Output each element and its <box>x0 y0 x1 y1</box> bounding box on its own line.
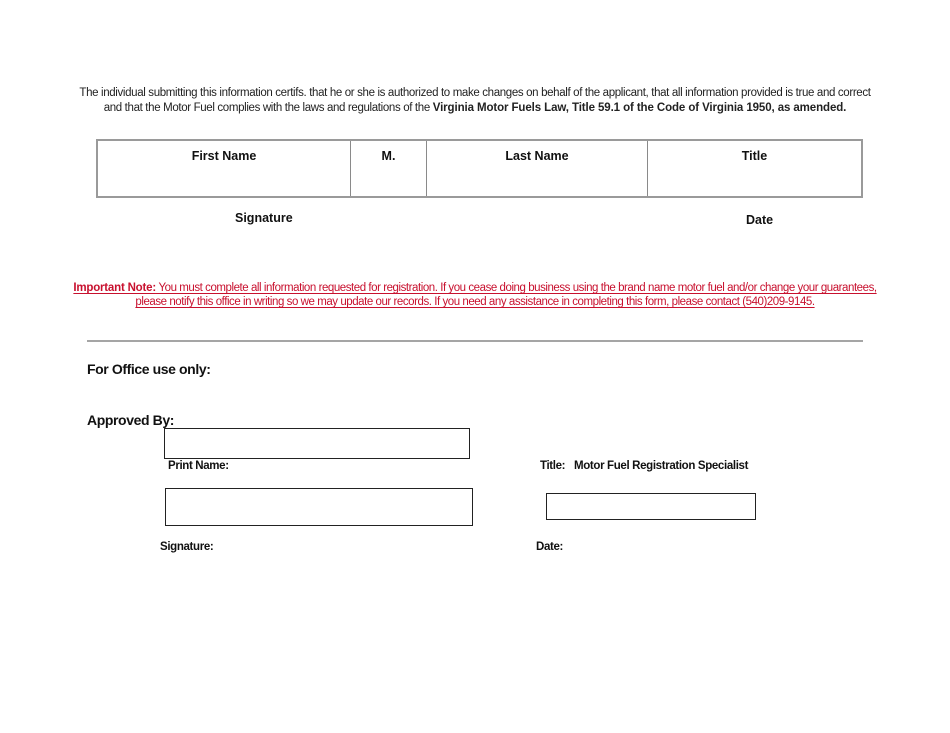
office-date-label: Date: <box>536 541 564 553</box>
certification-line-1: The individual submitting this information certifs. that he or she is authorized to make changes on behalf of the applicant, that all information provided is true and correct <box>79 87 871 99</box>
important-note <box>70 281 880 309</box>
certification-line-2-text: and that the Motor Fuel complies with the laws and regulations of the <box>103 102 433 114</box>
important-note-line-2 <box>70 295 880 309</box>
middle-initial-field[interactable] <box>351 141 427 196</box>
title-field[interactable] <box>648 141 861 196</box>
office-title-value: Motor Fuel Registration Specialist <box>574 460 749 472</box>
office-title-label: Title: <box>540 460 566 472</box>
office-use-heading: For Office use only: <box>87 361 211 377</box>
print-name-label: Print Name: <box>168 460 229 472</box>
section-divider <box>87 340 863 342</box>
title-label: Title <box>741 149 768 163</box>
last-name-field[interactable] <box>427 141 648 196</box>
certification-law-reference: Virginia Motor Fuels Law, Title 59.1 of the Code of Virginia 1950, as amended. <box>432 102 847 114</box>
first-name-field[interactable] <box>98 141 351 196</box>
middle-initial-label: M. <box>381 149 396 163</box>
office-date-input[interactable] <box>546 493 756 520</box>
first-name-label: First Name <box>191 149 257 163</box>
applicant-signature-label: Signature <box>235 211 293 225</box>
certification-statement <box>60 86 890 116</box>
office-signature-label: Signature: <box>160 541 214 553</box>
important-note-text-2: please notify this office in writing so we may update our records. If you need any assistance in completing this form, please contact (540)209-9145. <box>135 296 815 308</box>
certification-line-2 <box>60 101 890 116</box>
print-name-input[interactable] <box>164 428 470 459</box>
important-note-text-1: You must complete all information requested for registration. If you cease doing business using the brand name motor fuel and/or change your guarantees, <box>155 282 877 294</box>
applicant-date-label: Date <box>746 213 774 227</box>
office-title-row <box>540 460 748 472</box>
office-signature-input[interactable] <box>165 488 473 526</box>
approved-by-label: Approved By: <box>87 412 174 428</box>
important-note-label: Important Note: <box>73 282 156 294</box>
last-name-label: Last Name <box>505 149 569 163</box>
applicant-name-table <box>96 139 863 198</box>
important-note-line-1 <box>70 281 880 295</box>
